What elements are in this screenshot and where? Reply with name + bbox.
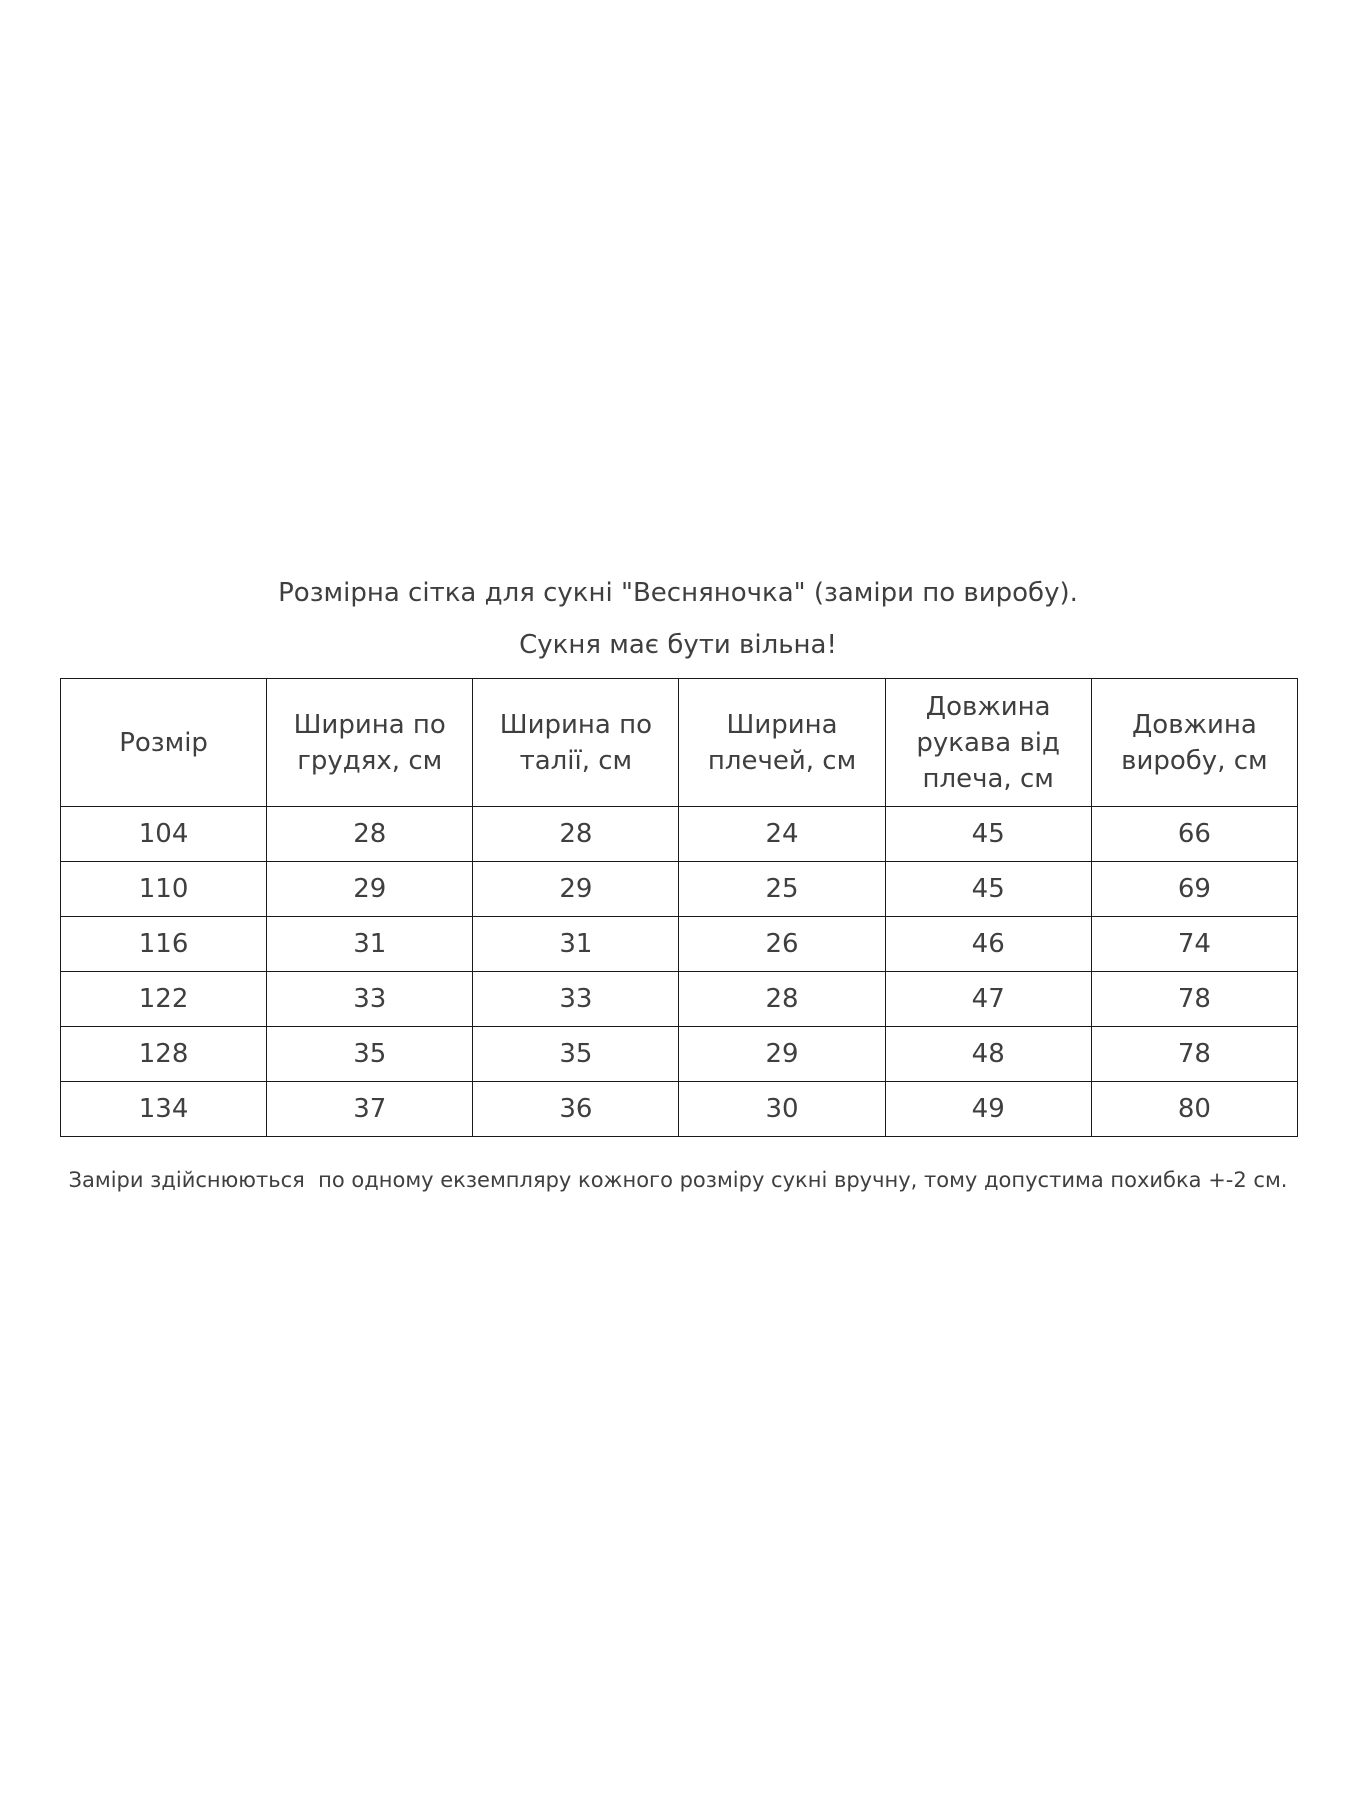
table-cell: 36 <box>473 1082 679 1137</box>
table-cell: 69 <box>1091 862 1297 917</box>
table-cell: 128 <box>61 1027 267 1082</box>
table-cell: 48 <box>885 1027 1091 1082</box>
table-cell: 31 <box>267 917 473 972</box>
table-cell: 28 <box>679 972 885 1027</box>
table-cell: 29 <box>473 862 679 917</box>
table-row <box>61 972 1298 1027</box>
table-cell: 66 <box>1091 807 1297 862</box>
table-cell: 78 <box>1091 1027 1297 1082</box>
table-cell: 33 <box>473 972 679 1027</box>
header-chest-width: Ширина по грудях, см <box>267 679 473 807</box>
table-cell: 45 <box>885 807 1091 862</box>
header-sleeve-length: Довжина рукава від плеча, см <box>885 679 1091 807</box>
header-size: Розмір <box>61 679 267 807</box>
table-row <box>61 807 1298 862</box>
table-row <box>61 917 1298 972</box>
measurement-note: Заміри здійснюються по одному екземпляру кожного розміру сукні вручну, тому допустима похибка +-2 см. <box>68 1168 1288 1192</box>
table-cell: 47 <box>885 972 1091 1027</box>
table-cell: 35 <box>473 1027 679 1082</box>
table-cell: 116 <box>61 917 267 972</box>
size-chart-table <box>60 678 1298 1137</box>
table-cell: 24 <box>679 807 885 862</box>
table-row <box>61 862 1298 917</box>
table-cell: 49 <box>885 1082 1091 1137</box>
table-cell: 37 <box>267 1082 473 1137</box>
table-cell: 78 <box>1091 972 1297 1027</box>
table-cell: 31 <box>473 917 679 972</box>
table-row <box>61 1082 1298 1137</box>
header-shoulder-width: Ширина плечей, см <box>679 679 885 807</box>
table-cell: 74 <box>1091 917 1297 972</box>
table-cell: 26 <box>679 917 885 972</box>
header-garment-length: Довжина виробу, см <box>1091 679 1297 807</box>
table-cell: 46 <box>885 917 1091 972</box>
table-header-row <box>61 679 1298 807</box>
table-row <box>61 1027 1298 1082</box>
table-cell: 29 <box>267 862 473 917</box>
table-cell: 45 <box>885 862 1091 917</box>
table-cell: 29 <box>679 1027 885 1082</box>
page-subtitle: Сукня має бути вільна! <box>519 630 837 660</box>
table-cell: 33 <box>267 972 473 1027</box>
table-cell: 30 <box>679 1082 885 1137</box>
table-cell: 35 <box>267 1027 473 1082</box>
header-waist-width: Ширина по талії, см <box>473 679 679 807</box>
table-cell: 28 <box>473 807 679 862</box>
table-cell: 104 <box>61 807 267 862</box>
table-cell: 28 <box>267 807 473 862</box>
table-cell: 80 <box>1091 1082 1297 1137</box>
table-cell: 122 <box>61 972 267 1027</box>
table-cell: 110 <box>61 862 267 917</box>
table-cell: 134 <box>61 1082 267 1137</box>
table-cell: 25 <box>679 862 885 917</box>
page-title: Розмірна сітка для сукні "Весняночка" (заміри по виробу). <box>278 578 1078 608</box>
